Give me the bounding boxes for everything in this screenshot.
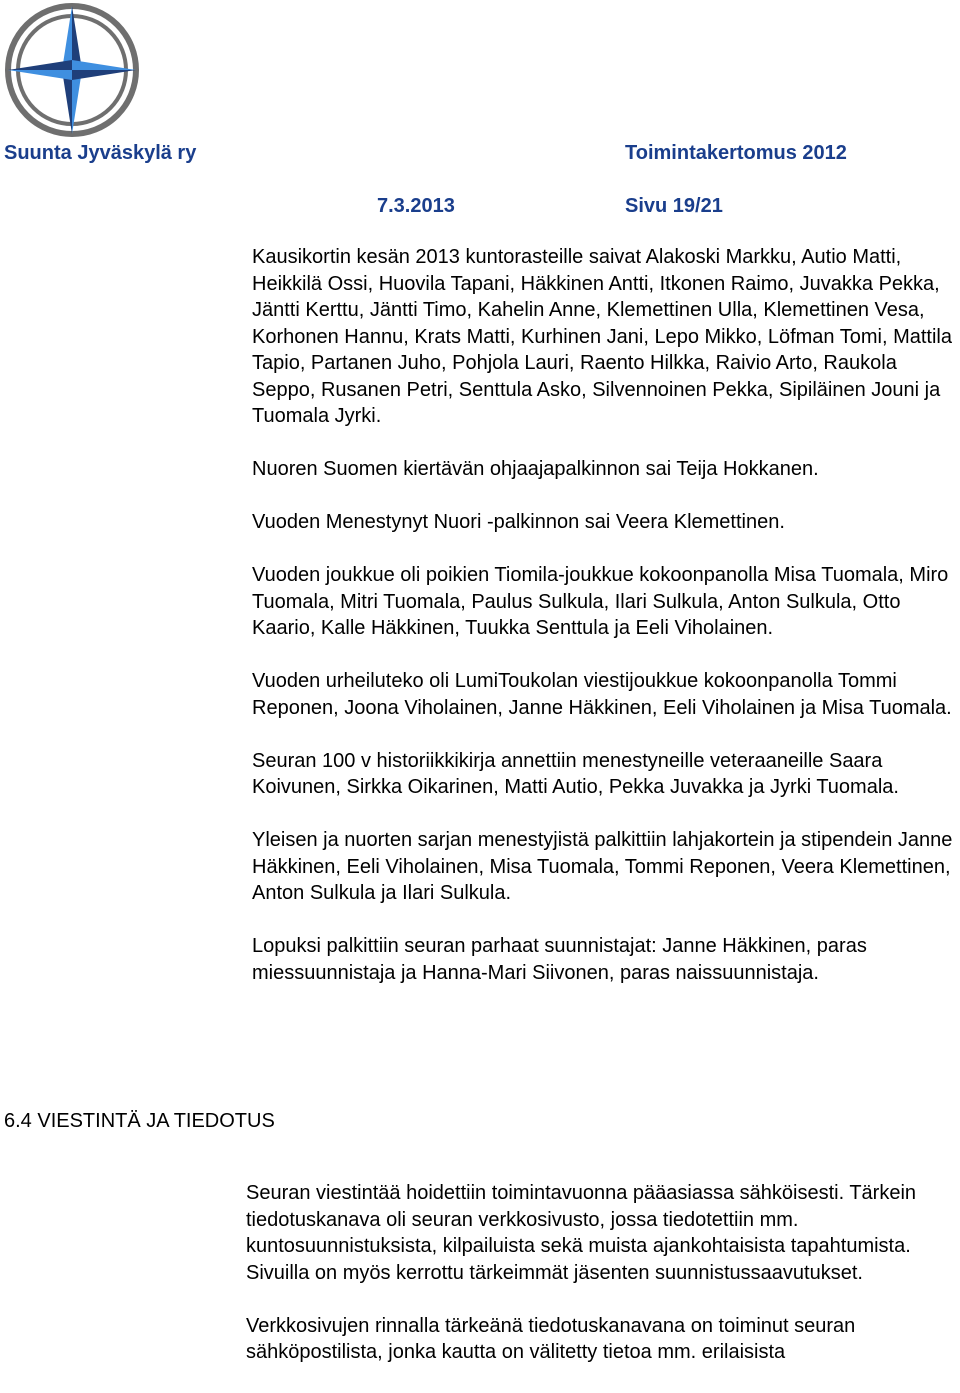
paragraph-sports-feat: Vuoden urheiluteko oli LumiToukolan viestijoukkue kokoonpanolla Tommi Reponen, Joona Viholainen, Janne Häkkinen, Eeli Viholainen ja Misa Tuomala. <box>252 670 952 719</box>
communications-text <box>246 1180 960 1392</box>
paragraph-team-of-year: Vuoden joukkue oli poikien Tiomila-joukkue kokoonpanolla Misa Tuomala, Miro Tuomala, Mitri Tuomala, Paulus Sulkula, Ilari Sulkula, Anton Sulkula, Otto Kaario, Kalle Häkkinen, Tuukka Senttula ja Eeli Viholainen. <box>252 564 949 639</box>
paragraph-instructor-award: Nuoren Suomen kiertävän ohjaajapalkinnon sai Teija Hokkanen. <box>252 458 819 480</box>
organization-name: Suunta Jyväskylä ry <box>4 142 197 164</box>
paragraph-scholarships: Yleisen ja nuorten sarjan menestyjistä palkittiin lahjakortein ja stipendein Janne Häkkinen, Eeli Viholainen, Misa Tuomala, Tommi Reponen, Veera Klemettinen, Anton Sulkula ja Ilari Sulkula. <box>252 829 953 904</box>
paragraph-communications: Seuran viestintää hoidettiin toimintavuonna pääasiassa sähköisesti. Tärkein tiedotuskanava oli seuran verkkosivusto, jossa tiedotettiin mm. kuntosuunnistuksista, kilpailuista sekä muista ajankohtaisista tapahtumista. Sivuilla on myös kerrottu tärkeimmät jäsenten suunnistussaavutukset. <box>246 1182 917 1284</box>
awards-text <box>252 244 960 1013</box>
paragraph-mailing-list: Verkkosivujen rinnalla tärkeänä tiedotuskanavana on toiminut seuran sähköpostilista, jonka kautta on välitetty tietoa mm. erilaisista <box>246 1314 856 1363</box>
compass-star-logo-icon <box>4 2 140 138</box>
paragraph-young-award: Vuoden Menestynyt Nuori -palkinnon sai Veera Klemettinen. <box>252 511 785 533</box>
paragraph-history-book: Seuran 100 v historiikkikirja annettiin menestyneille veteraaneille Saara Koivunen, Sirkka Oikarinen, Matti Autio, Pekka Juvakka ja Jyrki Tuomala. <box>252 749 899 798</box>
page-number: Sivu 19/21 <box>625 195 723 217</box>
paragraph-best-orienteers: Lopuksi palkittiin seuran parhaat suunnistajat: Janne Häkkinen, paras miessuunnistaja ja Hanna-Mari Siivonen, paras naissuunnistaja. <box>252 935 867 984</box>
club-logo <box>4 2 140 138</box>
paragraph-season-cards: Kausikortin kesän 2013 kuntorasteille saivat Alakoski Markku, Autio Matti, Heikkilä Ossi, Huovila Tapani, Häkkinen Antti, Itkonen Raimo, Juvakka Pekka, Jäntti Kerttu, Jäntti Timo, Kahelin Anne, Klemettinen Ulla, Klemettinen Vesa, Korhonen Hannu, Krats Matti, Kurhinen Jani, Lepo Mikko, Löfman Tomi, Mattila Tapio, Partanen Juho, Pohjola Lauri, Raento Hilkka, Raivio Arto, Raukola Seppo, Rusanen Petri, Senttula Asko, Silvennoinen Pekka, Sipiläinen Jouni ja Tuomala Jyrki. <box>252 246 952 427</box>
document-date: 7.3.2013 <box>377 195 455 217</box>
section-heading: 6.4 VIESTINTÄ JA TIEDOTUS <box>4 1110 275 1132</box>
document-title: Toimintakertomus 2012 <box>625 142 847 164</box>
